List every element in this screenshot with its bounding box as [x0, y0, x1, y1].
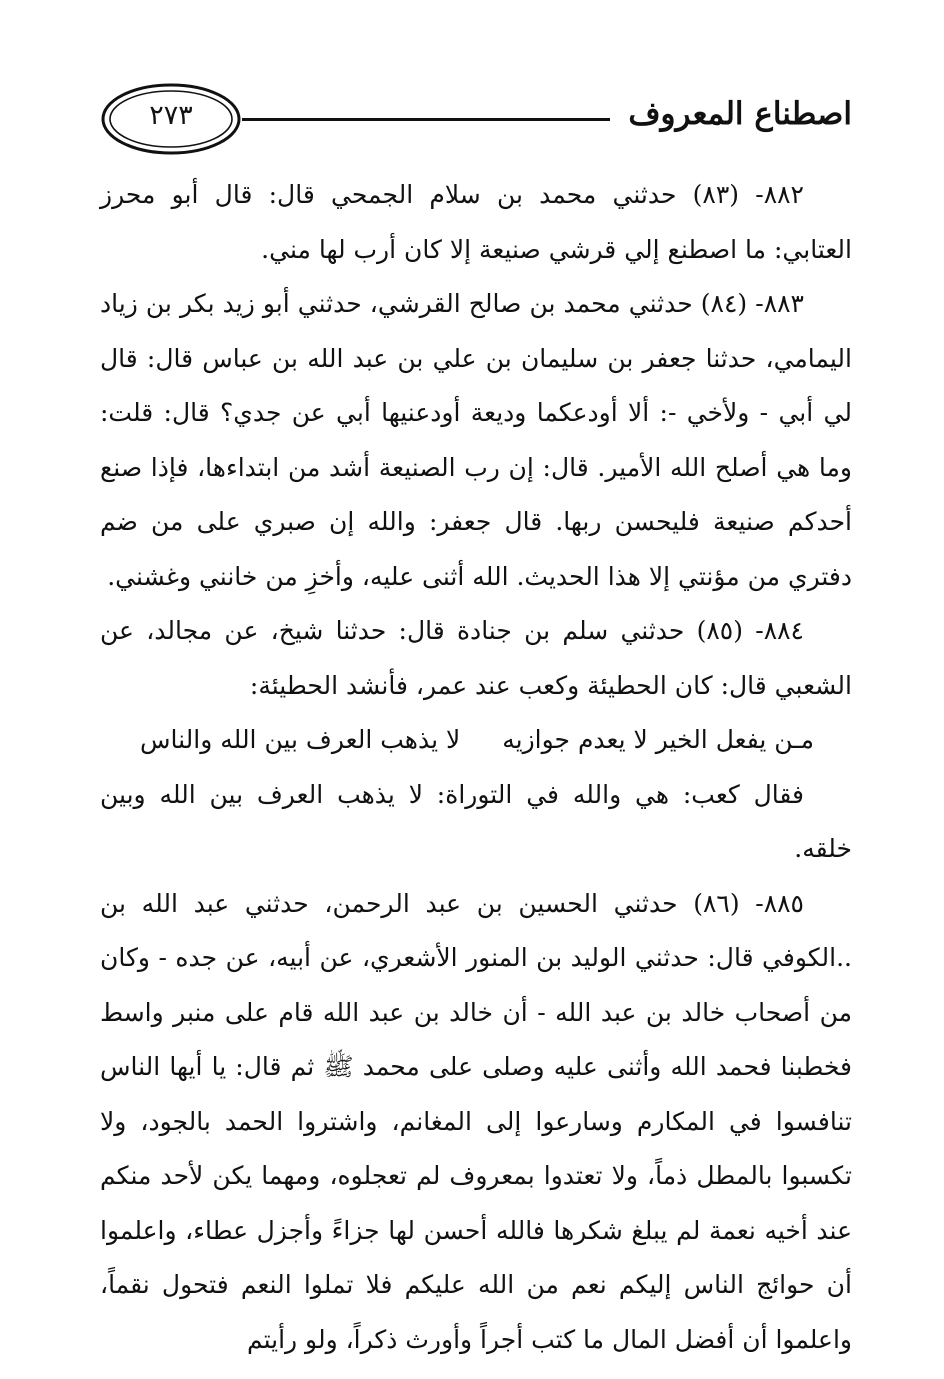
- body-text: [100, 168, 852, 1367]
- paragraph-882: ٨٨٢- (٨٣) حدثني محمد بن سلام الجمحي قال: قال أبو محرز العتابي: ما اصطنع إلي قرشي صنيعة إلا كان أرب لها مني.: [100, 180, 852, 264]
- verse-second-hemistich: لا يذهب العرف بين الله والناس: [140, 725, 461, 754]
- header-rule: [242, 118, 610, 121]
- verse-first-hemistich: مـن يفعل الخير لا يعدم جوازيه: [502, 725, 814, 754]
- paragraph-885: ٨٨٥- (٨٦) حدثني الحسين بن عبد الرحمن، حدثني عبد الله بن ..الكوفي قال: حدثني الوليد بن المنور الأشعري، عن أبيه، عن جده - وكان من أصحاب خالد بن عبد الله - أن خالد بن عبد الله قام على منبر واسط فخطبنا فحمد الله وأثنى عليه وصلى على محمد ﷺ ثم قال: يا أيها الناس تنافسوا في المكارم وسارعوا إلى المغانم، واشتروا الحمد بالجود، ولا تكسبوا بالمطل ذماً، ولا تعتدوا بمعروف لم تعجلوه، ومهما يكن لأحد منكم عند أخيه نعمة لم يبلغ شكرها فالله أحسن لها جزاءً وأجزل عطاء، واعلموا أن حوائج الناس إليكم نعم من الله عليكم فلا تملوا النعم فتحول نقماً، واعلموا أن أفضل المال ما كتب أجراً وأورث ذكراً، ولو رأيتم: [100, 888, 852, 1354]
- paragraph-884: ٨٨٤- (٨٥) حدثني سلم بن جنادة قال: حدثنا شيخ، عن مجالد، عن الشعبي قال: كان الحطيئة وكعب عند عمر، فأنشد الحطيئة:: [100, 616, 852, 700]
- running-title: اصطناع المعروف: [628, 96, 852, 132]
- page-number: ٢٧٣: [149, 100, 193, 131]
- page-number-frame: [100, 82, 242, 156]
- page-header: [100, 82, 852, 160]
- paragraph-after-verse: فقال كعب: هي والله في التوراة: لا يذهب العرف بين الله وبين خلقه.: [100, 779, 852, 863]
- paragraph-883: ٨٨٣- (٨٤) حدثني محمد بن صالح القرشي، حدثني أبو زيد بكر بن زياد اليمامي، حدثنا جعفر بن سليمان بن علي بن عبد الله بن عباس قال: قال لي أبي - ولأخي -: ألا أودعكما وديعة أودعنيها أبي عن جدي؟ قال: قلت: وما هي أصلح الله الأمير. قال: إن رب الصنيعة أشد من ابتداءها، فإذا صنع أحدكم صنيعة فليحسن ربها. قال جعفر: والله إن صبري على من ضم دفتري من مؤنتي إلا هذا الحديث. الله أثنى عليه، وأخزِ من خانني وغشني.: [100, 289, 852, 591]
- poetry-verse: [100, 713, 852, 768]
